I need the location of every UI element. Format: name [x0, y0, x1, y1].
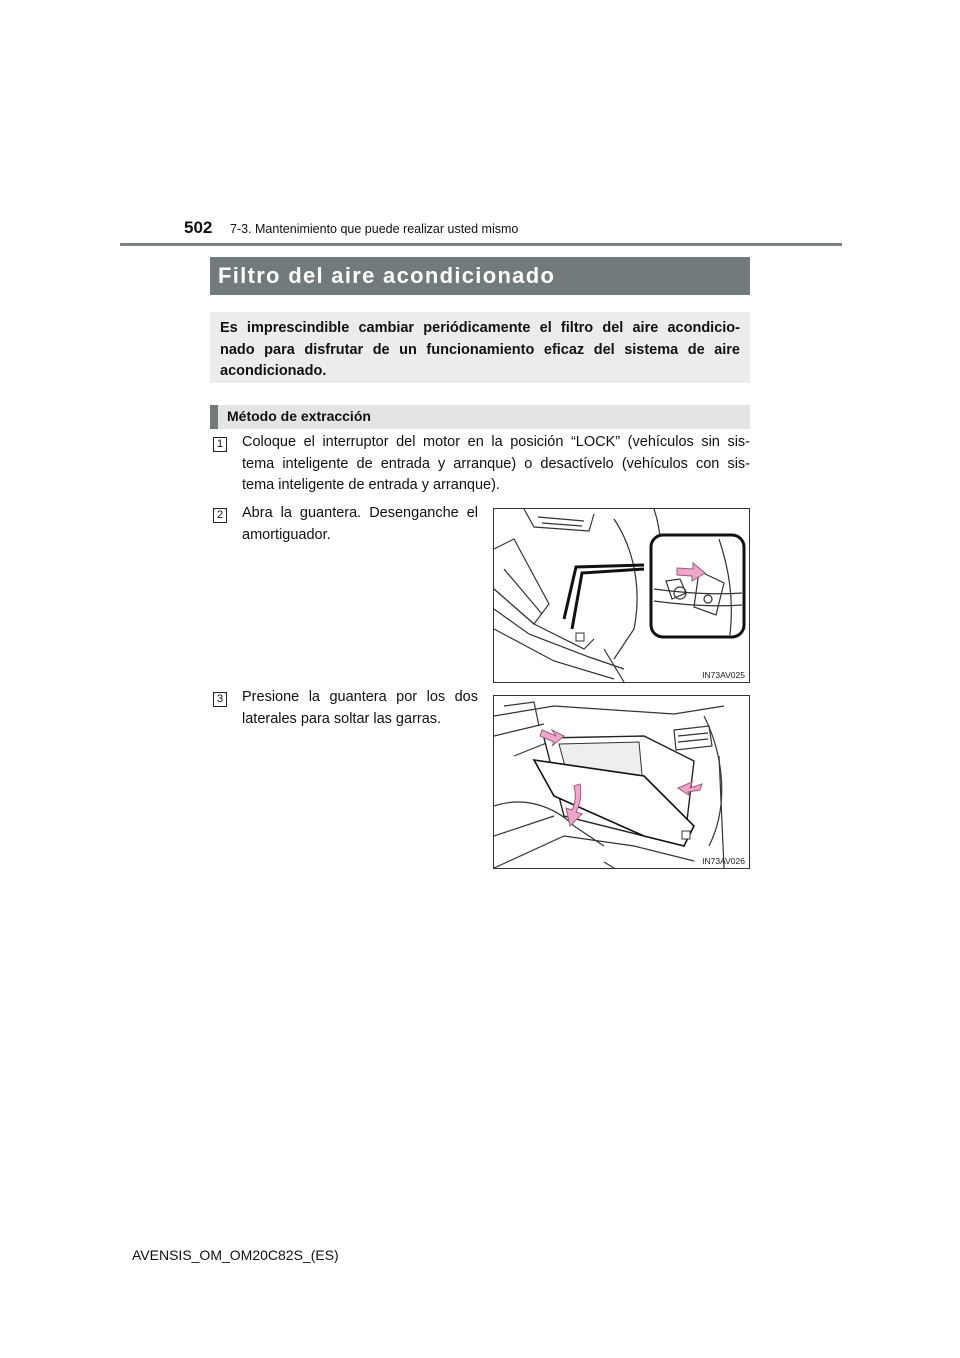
intro-line: nado para disfrutar de un funcionamiento eficaz del sistema de aire [220, 341, 740, 358]
glovebox-release-illustration [494, 696, 749, 868]
step-3-text [242, 687, 478, 730]
step-line: Abra la guantera. Desenganche el [242, 505, 478, 521]
method-heading: Método de extracción [210, 405, 750, 429]
glovebox-damper-illustration [494, 509, 749, 682]
page-number: 502 [184, 218, 213, 237]
step-line: Coloque el interruptor del motor en la posición “LOCK” (vehículos sin sis- [242, 434, 750, 450]
step-line: amortiguador. [242, 526, 331, 543]
figure-code: IN73AV026 [702, 856, 745, 866]
step-line: tema inteligente de entrada y arranque) o desactívelo (vehículos con sis- [242, 455, 750, 472]
step-number-2: 2 [213, 508, 227, 523]
figure-glovebox-damper [493, 508, 750, 683]
intro-line: Es imprescindible cambiar periódicamente el filtro del aire acondicio- [220, 320, 740, 336]
step-2-text [242, 503, 478, 546]
intro-line: acondicionado. [220, 363, 327, 379]
header-rule [120, 243, 842, 246]
step-number-3: 3 [213, 692, 227, 707]
step-number-1: 1 [213, 437, 227, 452]
step-line: tema inteligente de entrada y arranque). [242, 477, 500, 493]
intro-box [210, 312, 750, 383]
step-1-text [242, 432, 750, 497]
page-title: Filtro del aire acondicionado [210, 257, 750, 295]
footer-document-id: AVENSIS_OM_OM20C82S_(ES) [132, 1247, 339, 1263]
section-reference: 7-3. Mantenimiento que puede realizar usted mismo [230, 222, 519, 236]
step-line: laterales para soltar las garras. [242, 710, 442, 727]
step-line: Presione la guantera por los dos [242, 689, 478, 705]
figure-glovebox-release [493, 695, 750, 869]
figure-code: IN73AV025 [702, 670, 745, 680]
